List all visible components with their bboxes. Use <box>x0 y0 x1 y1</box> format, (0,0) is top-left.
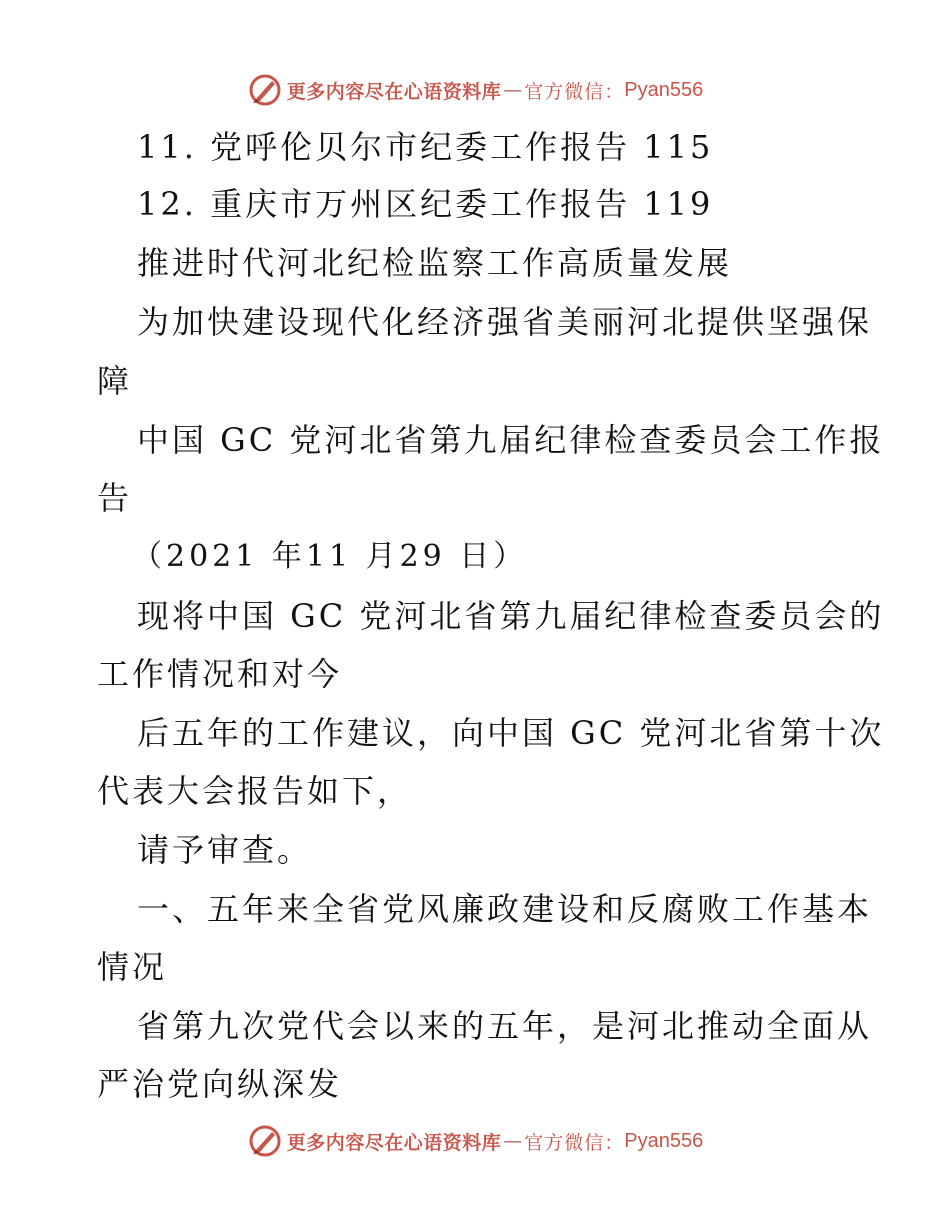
watermark-separator: — <box>503 79 523 101</box>
watermark-label: 官方微信： <box>524 80 625 103</box>
report-issuer: 中国 GC 党河北省第九届纪律检查委员会工作报 <box>137 421 885 459</box>
watermark-label: 官方微信： <box>524 1131 625 1154</box>
paragraph-line: 工作情况和对今 <box>97 655 343 693</box>
section-heading: 一、五年来全省党风廉政建设和反腐败工作基本 <box>137 890 873 928</box>
toc-item-11: 11. 党呼伦贝尔市纪委工作报告 115 <box>137 128 714 166</box>
pen-logo-icon <box>247 1123 283 1159</box>
paragraph-line: 严治党向纵深发 <box>97 1065 343 1103</box>
paragraph-line: 后五年的工作建议，向中国 GC 党河北省第十次 <box>137 714 885 752</box>
section-heading-end: 情况 <box>97 948 168 986</box>
report-subtitle: 为加快建设现代化经济强省美丽河北提供坚强保 <box>137 303 873 341</box>
paragraph-line: 代表大会报告如下， <box>97 772 413 810</box>
report-title: 推进时代河北纪检监察工作高质量发展 <box>137 244 733 282</box>
report-date: （2021 年11 月29 日） <box>132 539 528 574</box>
watermark-brand: 更多内容尽在心语资料库 <box>286 1131 502 1154</box>
footer-watermark <box>0 1121 950 1161</box>
watermark-id: Pyan556 <box>624 78 704 101</box>
report-subtitle-end: 障 <box>97 362 133 400</box>
watermark-brand: 更多内容尽在心语资料库 <box>286 80 502 103</box>
paragraph-line: 省第九次党代会以来的五年，是河北推动全面从 <box>137 1007 873 1045</box>
toc-item-12: 12. 重庆市万州区纪委工作报告 119 <box>137 185 714 223</box>
report-issuer-end: 告 <box>97 479 133 517</box>
watermark-separator: — <box>503 1130 523 1152</box>
watermark-id: Pyan556 <box>624 1129 704 1152</box>
header-watermark <box>0 70 950 110</box>
paragraph-line: 请予审查。 <box>137 831 313 869</box>
pen-logo-icon <box>247 72 283 108</box>
paragraph-line: 现将中国 GC 党河北省第九届纪律检查委员会的 <box>137 597 885 635</box>
